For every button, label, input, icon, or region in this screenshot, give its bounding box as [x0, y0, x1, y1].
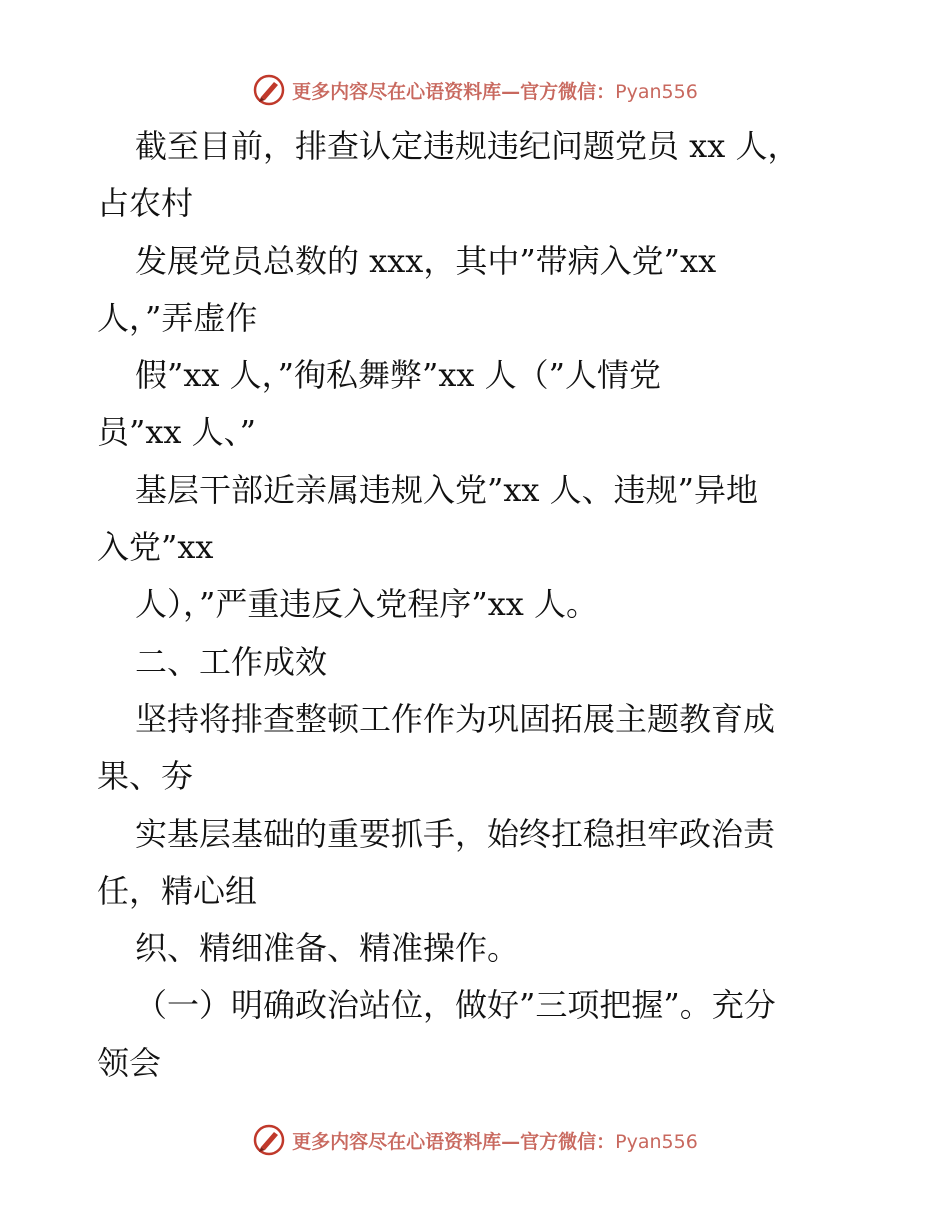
wechat-id: Pyan556 [615, 80, 698, 103]
text-line: 织、精细准备、精准操作。 [135, 929, 520, 968]
text-line: 任，精心组 [97, 871, 258, 910]
banner-label: 更多内容尽在心语资料库—官方微信： [292, 1130, 616, 1153]
banner-text [292, 1127, 698, 1154]
wechat-id: Pyan556 [615, 1130, 698, 1153]
text-line: 截至目前，排查认定违规违纪问题党员 xx 人， [135, 127, 800, 165]
text-line: 二、工作成效 [135, 642, 328, 681]
text-line: 坚持将排查整顿工作作为巩固拓展主题教育成 [135, 699, 776, 738]
brand-logo-icon [252, 1123, 286, 1157]
text-line: 人，”弄虚作 [97, 298, 258, 337]
text-line: 人），”严重违反入党程序”xx 人。 [135, 585, 598, 624]
text-line: （一）明确政治站位，做好”三项把握”。充分 [135, 986, 776, 1025]
banner-label: 更多内容尽在心语资料库—官方微信： [292, 80, 616, 103]
header-banner [0, 70, 950, 110]
footer-banner [0, 1120, 950, 1160]
text-line: 实基层基础的重要抓手，始终扛稳担牢政治责 [135, 814, 776, 853]
text-line: 员”xx 人、” [97, 413, 256, 452]
text-line: 占农村 [97, 184, 194, 223]
brand-logo-icon [252, 73, 286, 107]
text-line: 果、夯 [97, 757, 194, 796]
text-line: 领会 [97, 1043, 162, 1082]
text-line: 发展党员总数的 xxx，其中”带病入党”xx [135, 241, 717, 280]
text-line: 入党”xx [97, 528, 214, 567]
document-body [97, 118, 887, 1092]
banner-text [292, 77, 698, 104]
text-line: 基层干部近亲属违规入党”xx 人、违规”异地 [135, 470, 758, 509]
text-line: 假”xx 人，”徇私舞弊”xx 人（”人情党 [135, 356, 661, 395]
